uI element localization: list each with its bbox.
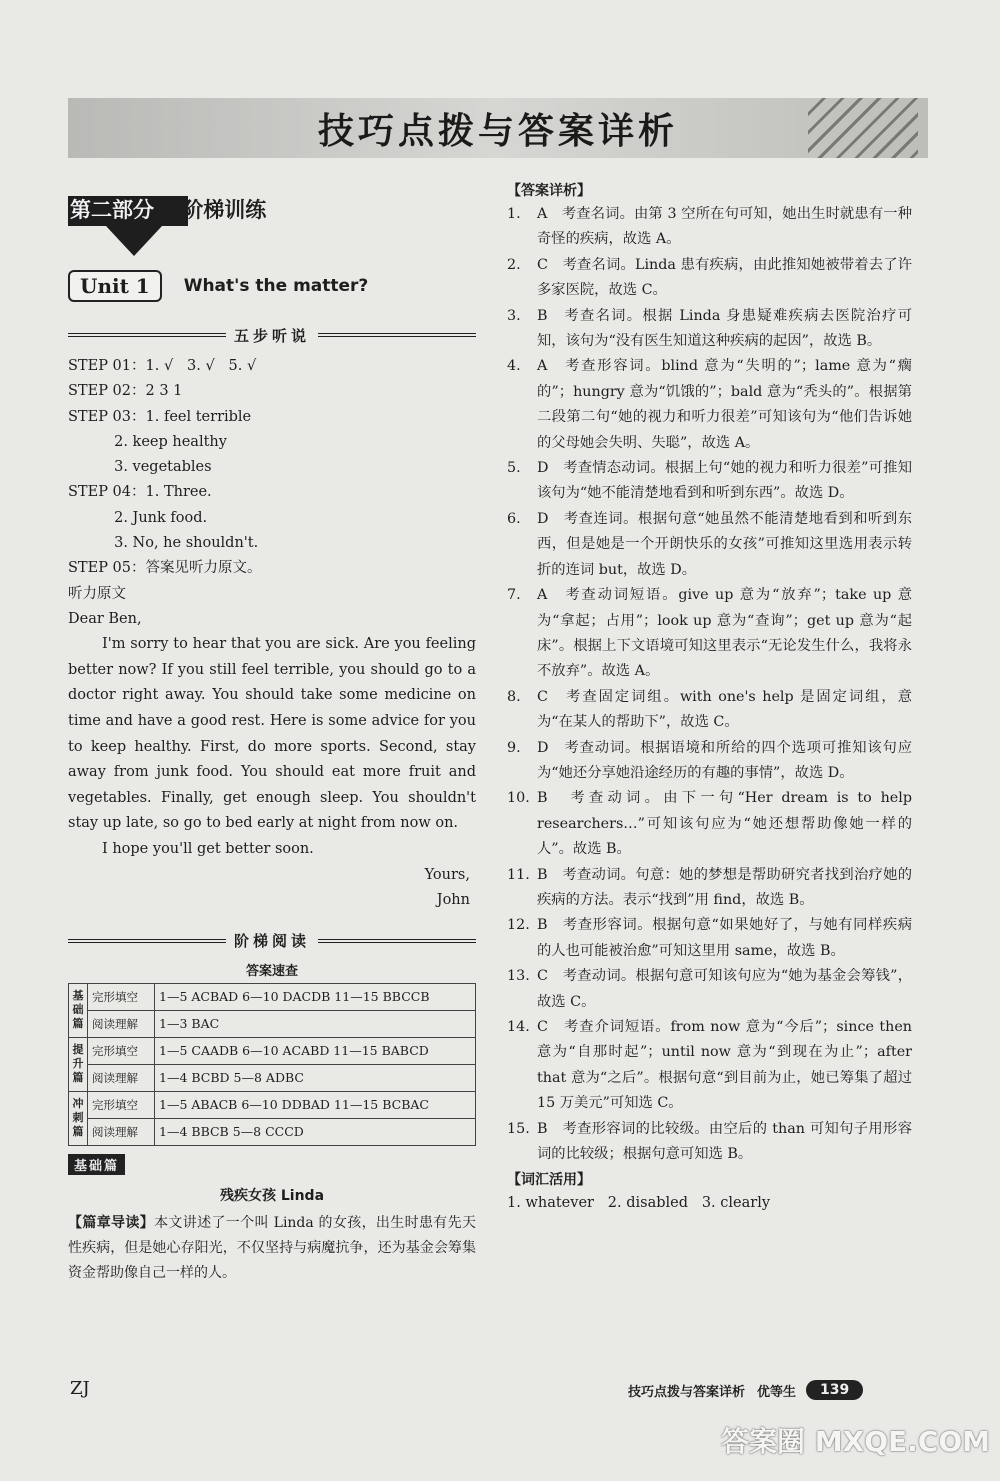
explanation-item <box>507 1015 912 1117</box>
explanation-text: A 考查形容词。blind 意为“失明的”；lame 意为“瘸的”；hungry 意为“饥饿的”；bald 意为“秃头的”。根据第二段第二句“她的视力和听力很差”可知该句为“他们告诉她的父母她会失明、失聪”，故选 A。 <box>537 358 912 451</box>
explanation-number: 5. <box>507 460 521 477</box>
explanation-item <box>507 964 912 1015</box>
unit-label: Unit 1 <box>68 270 162 302</box>
row-answers: 1—3 BAC <box>155 1010 476 1037</box>
chapter-guide <box>68 1211 476 1286</box>
group-label: 基础篇 <box>69 983 88 1037</box>
listening-line: STEP 04：1. Three. <box>68 484 212 501</box>
explanation-text: C 考查固定词组。with one's help 是固定词组，意为“在某人的帮助下”，故选 C。 <box>537 688 912 731</box>
table-row <box>69 1064 476 1091</box>
explanation-list <box>507 202 912 1167</box>
listening-line: STEP 03：1. feel terrible <box>68 408 252 425</box>
footer-title: 技巧点拨与答案详析 <box>628 1384 746 1400</box>
row-kind: 完形填空 <box>88 1037 155 1064</box>
row-answers: 1—5 ACBAD 6—10 DACDB 11—15 BBCCB <box>155 983 476 1010</box>
explanation-text: D 考查动词。根据语境和所给的四个选项可推知该句应为“她还分享她沿途经历的有趣的事情”，故选 D。 <box>537 739 912 781</box>
explanation-number: 10. <box>507 790 530 807</box>
footer-code: ZJ <box>70 1378 90 1399</box>
row-kind: 阅读理解 <box>88 1118 155 1145</box>
unit-header <box>68 264 476 308</box>
listening-divider <box>68 324 476 346</box>
footer-series: 优等生 <box>757 1384 797 1400</box>
story-title: 残疾女孩 Linda <box>219 1187 325 1204</box>
vocab-answers: 1. whatever 2. disabled 3. clearly <box>507 1195 771 1212</box>
explanation-text: B 考查动词。由下一句“Her dream is to help researchers…”可知该句应为“她还想帮助像她一样的人”。故选 B。 <box>537 790 912 858</box>
explanation-number: 3. <box>507 307 521 324</box>
top-banner <box>68 98 928 158</box>
explanation-text: C 考查介词短语。from now 意为“今后”；since then 意为“自那时起”；until now 意为“到现在为止”；after that 意为“之后”。根据句意“到目前为止，她已筹集了超过 15 万美元”可知选 C。 <box>537 1019 912 1112</box>
section-header-triangle <box>106 226 162 256</box>
explanation-number: 6. <box>507 510 521 527</box>
listening-line: STEP 05：答案见听力原文。 <box>68 560 262 577</box>
explanation-item <box>507 583 912 685</box>
basic-level-badge: 基础篇 <box>68 1154 125 1175</box>
row-kind: 完形填空 <box>88 983 155 1010</box>
explanation-text: A 考查动词短语。give up 意为“放弃”；take up 意为“拿起；占用”；look up 意为“查询”；get up 意为“起床”。根据上下文语境可知这里表示“无论发生什么，我将永不放弃”。故选 A。 <box>537 587 912 680</box>
explanation-number: 13. <box>507 968 530 985</box>
table-row <box>69 983 476 1010</box>
table-row <box>69 1010 476 1037</box>
explanation-item <box>507 863 912 914</box>
explanation-item <box>507 736 912 787</box>
explanation-item <box>507 507 912 583</box>
letter-paragraph: I hope you'll get better soon. <box>102 841 314 858</box>
listening-line: 听力原文 <box>68 585 126 602</box>
guide-text: 本文讲述了一个叫 Linda 的女孩，出生时患有先天性疾病，但是她心存阳光，不仅坚持与病魔抗争，还为基金会筹集资金帮助像自己一样的人。 <box>68 1214 477 1281</box>
explanation-item <box>507 253 912 304</box>
explanation-item <box>507 1117 912 1168</box>
explanation-number: 7. <box>507 587 521 604</box>
explanation-number: 11. <box>507 866 530 883</box>
left-column <box>68 180 476 1286</box>
explanation-number: 9. <box>507 739 521 756</box>
vocab-heading: 【词汇活用】 <box>507 1172 591 1189</box>
explanation-text: B 考查动词。句意：她的梦想是帮助研究者找到治疗她的疾病的方法。表示“找到”用 find，故选 B。 <box>537 866 912 908</box>
watermark-logo: 答案圈 MXQE.COM <box>721 1425 990 1458</box>
listening-heading: 五步听说 <box>234 326 311 345</box>
explanation-text: D 考查连词。根据句意“她虽然不能清楚地看到和听到东西，但是她是一个开朗快乐的女孩”可推知这里选用表示转折的连词 but，故选 D。 <box>537 510 912 578</box>
row-kind: 阅读理解 <box>88 1064 155 1091</box>
group-label: 提升篇 <box>69 1037 88 1091</box>
explanation-number: 4. <box>507 358 521 375</box>
explanation-number: 15. <box>507 1120 530 1137</box>
explanation-text: B 考查形容词的比较级。由空后的 than 可知句子用形容词的比较级；根据句意可知选 B。 <box>537 1120 912 1163</box>
explanation-item <box>507 304 912 355</box>
listening-answers <box>68 354 476 914</box>
section-header <box>68 180 476 260</box>
listening-line: 2. Junk food. <box>68 509 208 526</box>
listening-line: 2. keep healthy <box>68 433 227 450</box>
explanation-number: 12. <box>507 917 530 934</box>
row-answers: 1—4 BBCB 5—8 CCCD <box>155 1118 476 1145</box>
footer-info <box>628 1380 863 1400</box>
banner-title: 技巧点拨与答案详析 <box>317 110 678 152</box>
explanations-heading: 【答案详析】 <box>507 183 591 199</box>
explanation-number: 14. <box>507 1019 530 1035</box>
explanation-item <box>507 202 912 253</box>
row-kind: 阅读理解 <box>88 1010 155 1037</box>
guide-label: 【篇章导读】 <box>68 1214 155 1231</box>
explanation-number: 1. <box>507 206 521 222</box>
explanation-text: B 考查形容词。根据句意“如果她好了，与她有同样疾病的人也可能被治愈”可知这里用 same，故选 B。 <box>537 917 912 959</box>
letter-signature: John <box>436 892 470 909</box>
listening-line: STEP 01：1. √ 3. √ 5. √ <box>68 358 257 374</box>
row-answers: 1—4 BCBD 5—8 ADBC <box>155 1064 476 1091</box>
unit-title: What's the matter? <box>183 276 369 296</box>
listening-line: STEP 02：2 3 1 <box>68 383 183 400</box>
table-row <box>69 1118 476 1145</box>
letter-paragraph: I'm sorry to hear that you are sick. Are you feeling better now? If you still feel terrible, you should go to a doctor right away. You should take some medicine on time and have a good rest. Here is some advice for you to keep healthy. First, do more sports. Second, stay away from junk food. You should eat more fruit and vegetables. Finally, get enough sleep. You shouldn't stay up late, so go to bed early at night from now on. <box>68 636 476 832</box>
row-kind: 完形填空 <box>88 1091 155 1118</box>
section-title <box>68 194 266 224</box>
explanation-text: C 考查名词。Linda 患有疾病，由此推知她被带着去了许多家医院，故选 C。 <box>537 256 912 299</box>
explanation-number: 2. <box>507 256 521 273</box>
explanation-item <box>507 354 912 456</box>
table-row <box>69 1091 476 1118</box>
explanation-text: A 考查名词。由第 3 空所在句可知，她出生时就患有一种奇怪的疾病，故选 A。 <box>537 206 912 248</box>
listening-line: 3. vegetables <box>68 459 212 476</box>
explanation-text: C 考查动词。根据句意可知该句应为“她为基金会筹钱”，故选 C。 <box>537 968 912 1010</box>
page-number: 139 <box>806 1380 863 1400</box>
row-answers: 1—5 ABACB 6—10 DDBAD 11—15 BCBAC <box>155 1091 476 1118</box>
section-part: 第二部分 <box>70 198 154 222</box>
section-name: ／阶梯训练 <box>154 198 267 222</box>
group-label: 冲刺篇 <box>69 1091 88 1145</box>
explanation-item <box>507 685 912 736</box>
explanation-number: 8. <box>507 688 521 705</box>
explanation-item <box>507 456 912 507</box>
listening-line: 3. No, he shouldn't. <box>68 535 259 552</box>
banner-stripes-decoration <box>808 98 918 158</box>
table-row <box>69 1037 476 1064</box>
explanation-text: B 考查名词。根据 Linda 身患疑难疾病去医院治疗可知，该句为“没有医生知道这种疾病的起因”，故选 B。 <box>537 307 912 350</box>
listening-line: Dear Ben, <box>68 610 142 627</box>
letter-closing: Yours, <box>424 866 470 883</box>
right-column <box>507 180 912 1217</box>
explanation-item <box>507 913 912 964</box>
answer-table <box>68 983 476 1146</box>
reading-heading: 阶梯阅读 <box>234 932 311 951</box>
explanation-item <box>507 786 912 862</box>
answer-table-title: 答案速查 <box>245 963 298 979</box>
explanation-text: D 考查情态动词。根据上句“她的视力和听力很差”可推知该句为“她不能清楚地看到和听到东西”。故选 D。 <box>537 460 912 502</box>
reading-divider <box>68 930 476 952</box>
row-answers: 1—5 CAADB 6—10 ACABD 11—15 BABCD <box>155 1037 476 1064</box>
